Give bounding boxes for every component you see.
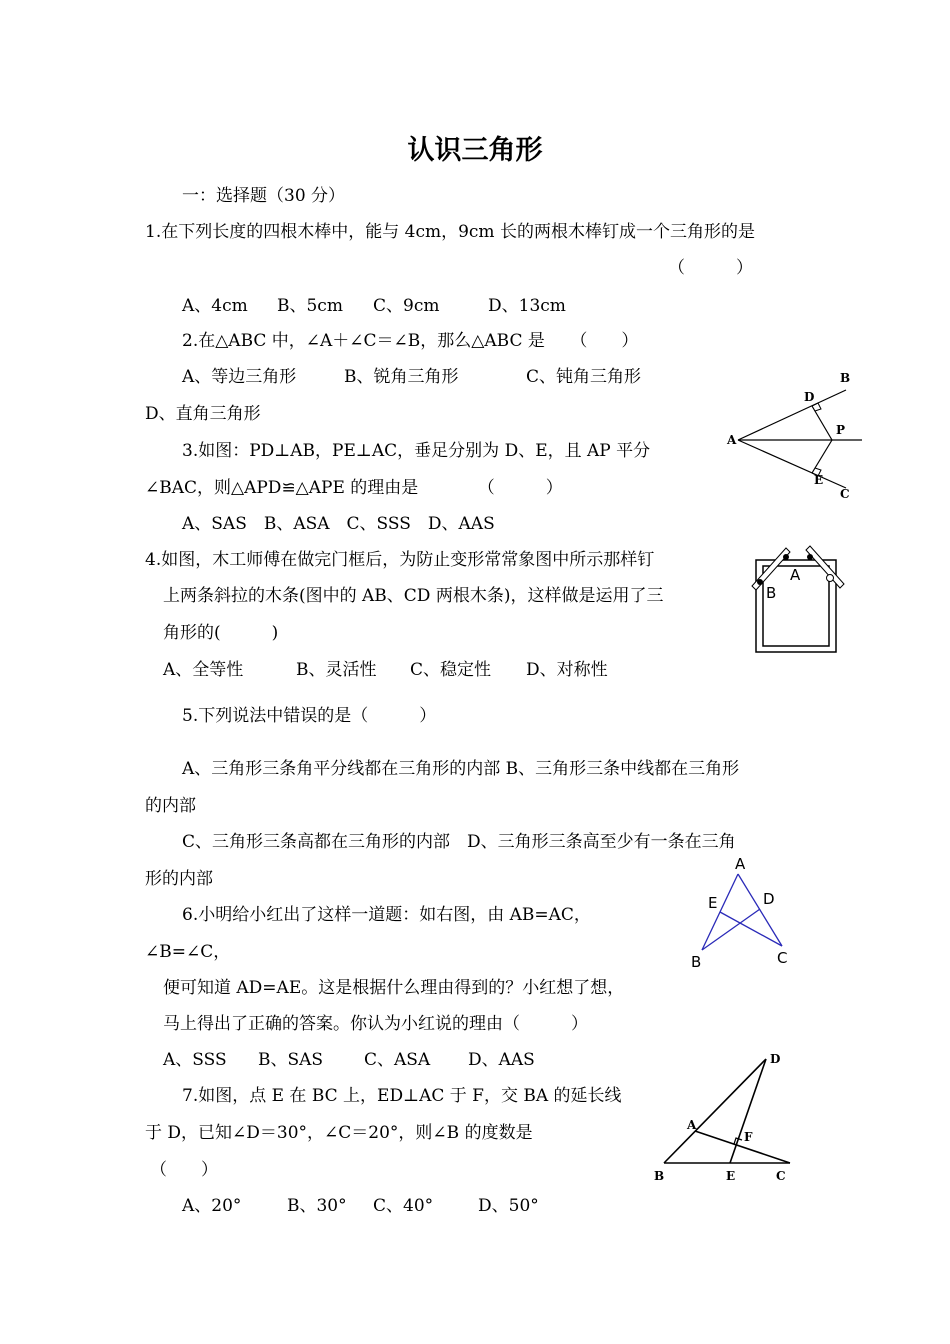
q1-option-c: C、9cm [373,296,440,316]
q4-option-d: D、对称性 [526,660,608,680]
q7-answer-paren: （ ） [150,1160,218,1180]
q6-label-b: B [691,953,702,971]
q1-option-b: B、5cm [277,296,343,316]
q6-option-b: B、SAS [258,1050,324,1070]
q4-option-a: A、全等性 [163,660,244,680]
q2-option-d: D、直角三角形 [145,404,261,424]
q6-stem-line3: 便可知道 AD=AE。这是根据什么理由得到的？小红想了想， [163,978,625,998]
q7-stem-line1: 7.如图，点 E 在 BC 上，ED⊥AC 于 F，交 BA 的延长线 [182,1086,622,1106]
q5-stem: 5.下列说法中错误的是（ ） [182,706,437,726]
q1-option-a: A、4cm [182,296,248,316]
q3-label-a: A [727,433,737,447]
q6-stem-line4: 马上得出了正确的答案。你认为小红说的理由（ ） [163,1014,588,1034]
q6-option-c: C、ASA [364,1050,431,1070]
q3-options: A、SAS B、ASA C、SSS D、AAS [182,514,495,534]
q6-label-d: D [763,890,775,908]
q2-option-b: B、锐角三角形 [344,367,459,387]
q6-label-c: C [777,949,788,967]
q3-figure [722,368,872,503]
q7-stem-line2: 于 D，已知∠D＝30°，∠C＝20°，则∠B 的度数是 [145,1123,533,1143]
q7-label-f: F [744,1130,753,1144]
q7-option-b: B、30° [287,1196,347,1216]
q6-stem-line1: 6.小明给小红出了这样一道题：如右图，由 AB=AC， [182,905,591,925]
q3-label-d: D [804,390,815,404]
q1-answer-paren: （ ） [668,258,753,278]
q7-label-d: D [770,1052,781,1066]
q6-stem-line2: ∠B=∠C， [145,942,231,962]
q7-label-c: C [776,1169,786,1183]
section-heading: 一：选择题（30 分） [182,186,346,206]
q7-label-b: B [654,1169,665,1183]
q4-option-b: B、灵活性 [296,660,377,680]
q3-label-e: E [814,473,824,487]
q2-option-a: A、等边三角形 [182,367,297,387]
q4-label-b: B [766,584,777,602]
q5-option-cd: C、三角形三条高都在三角形的内部 D、三角形三条高至少有一条在三角 [182,832,736,852]
q4-stem-line3: 角形的( ) [163,623,279,643]
q4-label-a: A [790,566,801,584]
q7-option-c: C、40° [373,1196,434,1216]
q7-option-d: D、50° [478,1196,539,1216]
q7-label-a: A [687,1118,697,1132]
q5-option-ab: A、三角形三条角平分线都在三角形的内部 B、三角形三条中线都在三角形 [182,759,740,779]
q2-option-c: C、钝角三角形 [526,367,642,387]
q3-stem-line1: 3.如图：PD⊥AB，PE⊥AC，垂足分别为 D、E，且 AP 平分 [182,441,651,461]
q3-label-b: B [840,371,851,385]
q3-label-c: C [840,487,850,501]
q4-door-frame-figure [748,548,848,658]
q6-option-a: A、SSS [163,1050,227,1070]
q6-figure [688,852,798,972]
q7-label-e: E [726,1169,736,1183]
q6-label-a: A [735,855,746,873]
q7-figure [650,1045,795,1185]
q2-stem: 2.在△ABC 中，∠A＋∠C＝∠B，那么△ABC 是 （ ） [182,331,639,351]
q1-option-d: D、13cm [488,296,566,316]
q4-stem-line2: 上两条斜拉的木条(图中的 AB、CD 两根木条)，这样做是运用了三 [163,586,664,606]
q6-option-d: D、AAS [468,1050,535,1070]
q4-option-c: C、稳定性 [410,660,492,680]
q5-option-d-cont: 形的内部 [145,869,213,889]
q3-stem-line2: ∠BAC，则△APD≌△APE 的理由是 （ ） [145,478,563,498]
q7-option-a: A、20° [182,1196,242,1216]
q5-option-b-cont: 的内部 [145,796,196,816]
q6-label-e: E [708,894,718,912]
q3-label-p: P [836,423,846,437]
page-title: 认识三角形 [407,135,543,166]
q1-stem: 1.在下列长度的四根木棒中，能与 4cm，9cm 长的两根木棒钉成一个三角形的是 [145,222,755,242]
q4-stem-line1: 4.如图，木工师傅在做完门框后，为防止变形常常象图中所示那样钉 [145,550,655,570]
